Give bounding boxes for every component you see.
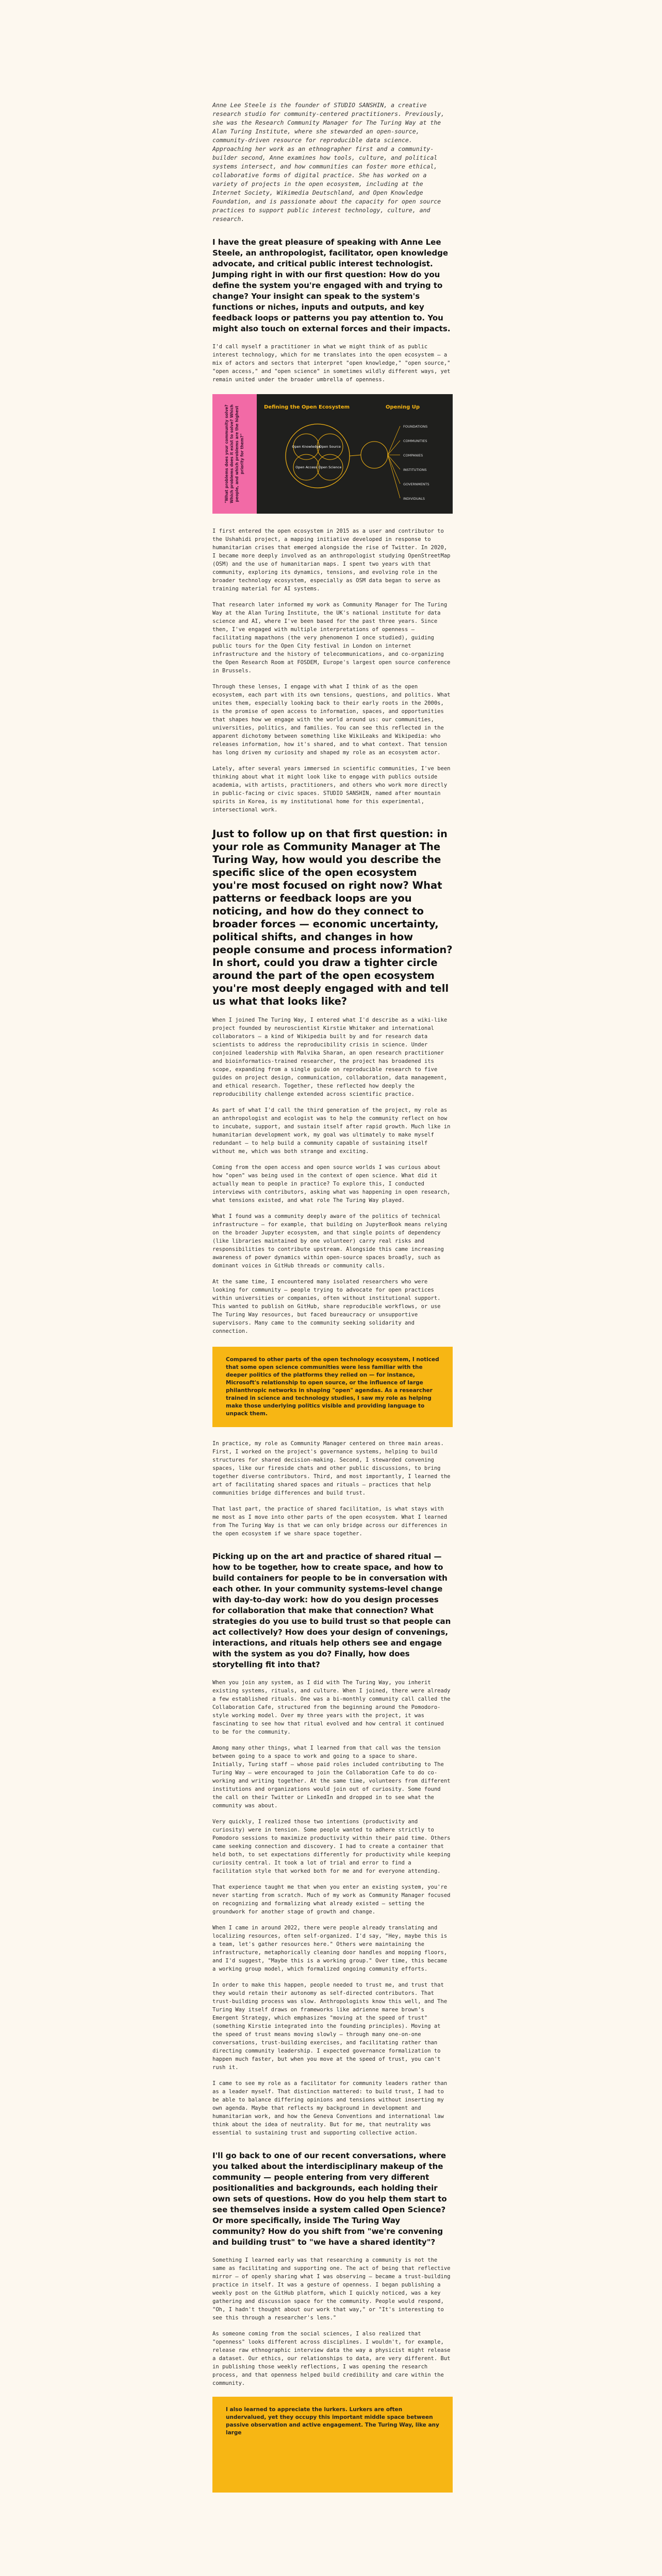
answer-paragraph: Coming from the open access and open source worlds I was curious about how "open" was being used in the context of open science. What did it actually mean to people in practice? To explore this, I conducted interviews with contributors, asking what was happening in open research, what tensions existed, and what role The Turing Way played. [212,1164,451,1204]
answer-paragraph: When I joined The Turing Way, I entered what I'd describe as a wiki-like project founded by neuroscientist Kirstie Whitaker and international collaborators — a kind of Wikipedia built by and for research data scientists to address the reproducibility crisis in science. Under conjoined leadership with Malvika Sharan, an open research practitioner and bioinformatics-trained researcher, the project has broadened its scope, expanding from a single guide on reproducible research to five guides on project design, communication, collaboration, data management, and ethical research. Together, these reflected how deeply the reproducibility challenge extended across scientific practice. [212,1017,448,1097]
connector-line [388,440,400,455]
answer-paragraph: I came to see my role as a facilitator for community leaders rather than as a leader myself. That distinction mattered: to build trust, I had to be able to balance differing opinions and tensions without inserting my own agenda. Maybe that reflects my background in development and humanitarian work, and how the Geneva Conventions and international law think about the idea of neutrality. But for me, that neutrality was essential to sustaining trust and supporting collective action. [212,2080,448,2136]
diagram-label: Open Access [295,465,317,469]
pull-quote-text: Compared to other parts of the open technology ecosystem, I noticed that some open science communities were less familiar with the deeper politics of the platforms they relied on — for instance, Microsoft's relationship to open source, or the influence of large philanthropic networks in shaping "open" agendas. As a researcher trained in science and technology studies, I saw my role as helping make those underlying politics visible and providing language to unpack them. [226,1357,439,1417]
ecosystem-diagram [257,394,453,514]
author-bio: Anne Lee Steele is the founder of STUDIO SANSHIN, a creative research studio for community-centered practitioners. Previously, she was the Research Community Manager for The Turing Way at the Alan Turing Institute, where she stewarded an open-source, community-driven resource for reproducible data science. Approaching her work as an ethnographer first and a community-builder second, Anne examines how tools, culture, and political systems intersect, and how communities can foster more ethical, collaborative forms of digital practice. She has worked on a variety of projects in the open ecosystem, including at the Internet Society, Wikimedia Deutschland, and Open Knowledge Foundation, and is passionate about the capacity for open source practices to support public interest technology, culture, and research. [212,101,445,223]
connector-line [388,455,400,484]
stakeholder-label: INDIVIDUALS [403,497,425,501]
answer-paragraph: In practice, my role as Community Manager centered on three main areas. First, I worked on the project's governance systems, helping to build structures for shared decision-making. Second, I stewarded convening spaces, like our fireside chats and other public discussions, to bring together diverse contributors. Third, and most importantly, I learned the art of facilitating shared spaces and rituals — practices that help communities bridge differences and build trust. [212,1440,451,1496]
stakeholder-label: COMMUNITIES [403,439,427,443]
figure-diagram-panel [257,394,453,514]
question-2: Just to follow up on that first question: in your role as Community Manager at The Turing Way, how would you describe the specific slice of the open ecosystem you're most focused on right now? What patterns or feedback loops are you noticing, and how do they connect to broader forces — economic uncertainty, political shifts, and changes in how people consume and process information? In short, could you draw a tighter circle around the part of the open ecosystem you're most deeply engaged with and tell us what that looks like? [212,828,453,1007]
answer-paragraph: In order to make this happen, people needed to trust me, and trust that they would retain their autonomy as self-directed contributors. That trust-building process was slow. Anthropologists know this well, and The Turing Way itself draws on frameworks like adrienne maree brown's Emergent Strategy, which emphasizes "moving at the speed of trust" (something Kirstie integrated into the founding principles). Moving at the speed of trust means moving slowly — through many one-on-one conversations, trust-building exercises, and facilitating rather than directing community leadership. I expected governance formalization to happen much faster, but when you move at the speed of trust, you can't rush it. [212,1982,448,2071]
diagram-label: Open Knowledge [292,445,321,449]
answer-paragraph: That experience taught me that when you enter an existing system, you're never starting from scratch. Much of my work as Community Manager focused on recognizing and formalizing what already existed — setting the groundwork for another stage of growth and change. [212,1884,451,1915]
ecosystem-outer-circle [286,424,350,488]
answer-paragraph: At the same time, I encountered many isolated researchers who were looking for community — people trying to advocate for open practices within universities or companies, often without institutional support. This wanted to publish on GitHub, share reproducible workflows, or use The Turing Way resources, but faced bureaucracy or unsupportive supervisors. Many came to the community seeking solidarity and connection. [212,1279,441,1334]
answer-paragraph: What I found was a community deeply aware of the politics of technical infrastructure — for example, that building on JupyterBook means relying on the broader Jupyter ecosystem, and that single points of dependency (like libraries maintained by one volunteer) carry real risks and responsibilities to contribute upstream. Alongside this came increasing awareness of power dynamics within open-source spaces broadly, such as dominant voices in GitHub threads or community calls. [212,1213,448,1269]
answer-paragraph: That last part, the practice of shared facilitation, is what stays with me most as I move into other parts of the open ecosystem. What I learned from The Turing Way is that we can only bridge across our differences in the open ecosystem if we share space together. [212,1506,448,1537]
stakeholder-label: INSTITUTIONS [403,468,427,472]
answer-paragraph: I first entered the open ecosystem in 2015 as a user and contributor to the Ushahidi project, a mapping initiative developed in response to humanitarian crises that emerged alongside the rise of Twitter. In 2020, I became more deeply involved as an anthropologist studying OpenStreetMap (OSM) and the use of humanitarian maps. I spent two years with that community, exploring its dynamics, tensions, and evolving role in the broader technology ecosystem, especially as OSM data began to serve as training material for AI systems. [212,528,451,592]
answer-paragraph: That research later informed my work as Community Manager for The Turing Way at the Alan Turing Institute, the UK's national institute for data science and AI, where I've been based for the past three years. Since then, I've engaged with multiple interpretations of openness — facilitating mapathons (the very phenomenon I once studied), guiding public tours for the Open City festival in London on internet infrastructure and the history of telecommunications, and co-organizing the Open Research Room at FOSDEM, Europe's largest open source conference in Brussels. [212,602,451,674]
answer-paragraph: I'd call myself a practitioner in what we might think of as public interest technology, which for me translates into the open ecosystem — a mix of actors and sectors that interpret "open knowledge," "open source," "open access," and "open science" in sometimes wildly different ways, yet remain united under the broader umbrella of openness. [212,344,451,383]
pull-quote-callout [212,2397,453,2493]
stakeholder-label: GOVERNMENTS [403,482,429,486]
diagram-label: Open Science [318,465,342,469]
answer-paragraph: When I came in around 2022, there were people already translating and localizing resources, often self-organized. I'd say, "Hey, maybe this is a team, let's gather resources here." Others were maintaining the infrastructure, metaphorically cleaning door handles and mopping floors, and I'd suggest, "Maybe this is a working group." Over time, this became a working group model, which formalized ongoing community efforts. [212,1925,448,1972]
opening-up-circle [361,442,388,468]
stakeholder-label: COMPANIES [403,453,423,457]
answer-paragraph: Through these lenses, I engage with what I think of as the open ecosystem, each part with its own tensions, questions, and politics. What unites them, especially looking back to their early roots in the 2000s, is the promise of open access to information, spaces, and opportunities that shapes how we engage with the world around us: our communities, universities, politics, and families. You can see this reflected in the apparent dichotomy between something like WikiLeaks and Wikipedia: who releases information, how it's shared, and to what context. That tension has long driven my curiosity and shaped my role as an ecosystem actor. [212,684,451,756]
pull-quote-callout [212,1347,453,1427]
connector-line [350,455,361,456]
ecosystem-figure [212,394,453,514]
figure-side-panel [212,394,257,514]
figure-side-caption: "What problems does your community solve? Which problems does it exist to solve? Which people, and which problems are the highest priority for them?" [224,404,244,503]
diagram-label: Open Source [319,445,341,449]
answer-paragraph: Among many other things, what I learned from that call was the tension between going to a space to work and going to a space to share. Initially, Turing staff — whose paid roles included contributing to The Turing Way — were encouraged to join the Collaboration Cafe to do co-working and writing together. At the same time, volunteers from different institutions and organizations would join out of curiosity. Some found the call on their Twitter or LinkedIn and dropped in to see what the community was about. [212,1745,451,1809]
pull-quote-text: I also learned to appreciate the lurkers. Lurkers are often undervalued, yet they occupy this important middle space between passive observation and active engagement. The Turing Way, like any large [226,2406,439,2436]
connector-line [388,426,400,455]
stakeholder-label: FOUNDATIONS [403,425,428,429]
answer-paragraph: When you join any system, as I did with The Turing Way, you inherit existing systems, rituals, and culture. When I joined, there were already a few established rituals. One was a bi-monthly community call called the Collaboration Cafe, structured from the beginning around the Pomodoro-style working model. Over my three years with the project, it was fascinating to see how that ritual evolved and how central it continued to be for the community. [212,1680,451,1735]
answer-paragraph: As part of what I'd call the third generation of the project, my role as an anthropologist and ecologist was to help the community reflect on how to incubate, support, and sustain itself after rapid growth. Much like in humanitarian development work, my goal was ultimately to make myself redundant — to help build a community capable of sustaining itself without me, which was both strange and exciting. [212,1107,451,1155]
answer-paragraph: Very quickly, I realized those two intentions (productivity and curiosity) were in tension. Some people wanted to adhere strictly to Pomodoro sessions to maximize productivity within their paid time. Others came seeking connection and discovery. I had to create a container that held both, to set expectations differently for productivity while keeping curiosity central. It took a lot of trial and error to find a facilitation style that worked both for me and for everyone attending. [212,1819,451,1874]
connector-line [388,455,400,498]
question-3: Picking up on the art and practice of shared ritual — how to be together, how to create space, and how to build containers for people to be in conversation with each other. In your community systems-level change with day-to-day work: how do you design processes for collaboration that make that connection? What strategies do you use to build trust so that people can act collectively? How does your design of convenings, interactions, and rituals help others see and engage with the system as you do? Finally, how does storytelling fit into that? [212,1552,451,1669]
question-4: I'll go back to one of our recent conversations, where you talked about the interdisciplinary makeup of the community — people entering from very different positionalities and backgrounds, each holding their own sets of questions. How do you help them start to see themselves inside a system called Open Science? Or more specifically, inside The Turing Way community? How do you shift from "we're convening and building trust" to "we have a shared identity"? [212,2151,447,2247]
answer-paragraph: As someone coming from the social sciences, I also realized that "openness" looks different across disciplines. I wouldn't, for example, release raw ethnographic interview data the way a physicist might release a dataset. Our ethics, our relationships to data, are very different. But in publishing those weekly reflections, I was opening the research process, and that openness helped build credibility and care within the community. [212,2331,451,2386]
question-1: I have the great pleasure of speaking with Anne Lee Steele, an anthropologist, facilitator, open knowledge advocate, and critical public interest technologist. Jumping right in with our first question: How do you define the system you're engaged with and trying to change? Your insight can speak to the system's functions or niches, inputs and outputs, and key feedback loops or patterns you pay attention to. You might also touch on external forces and their impacts. [212,238,451,333]
answer-paragraph: Something I learned early was that researching a community is not the same as facilitating and supporting one. The act of being that reflective mirror — of openly sharing what I was observing — became a trust-building practice in itself. It was a gesture of openness. I began publishing a weekly post on the GitHub platform, which I quickly noticed, was a key gathering and discussion space for the community. People would respond, "Oh, I hadn't thought about our work that way," or "It's interesting to see this through a researcher's lens." [212,2257,451,2321]
article-column [212,101,453,2505]
diagram-title-left: Defining the Open Ecosystem [264,404,350,410]
diagram-title-right: Opening Up [386,404,420,410]
answer-paragraph: Lately, after several years immersed in scientific communities, I've been thinking about what it might look like to engage with publics outside academia, with artists, practitioners, and others who work more directly in public-facing or civic spaces. STUDIO SANSHIN, named after mountain spirits in Korea, is my institutional home for this experimental, intersectional work. [212,766,451,813]
